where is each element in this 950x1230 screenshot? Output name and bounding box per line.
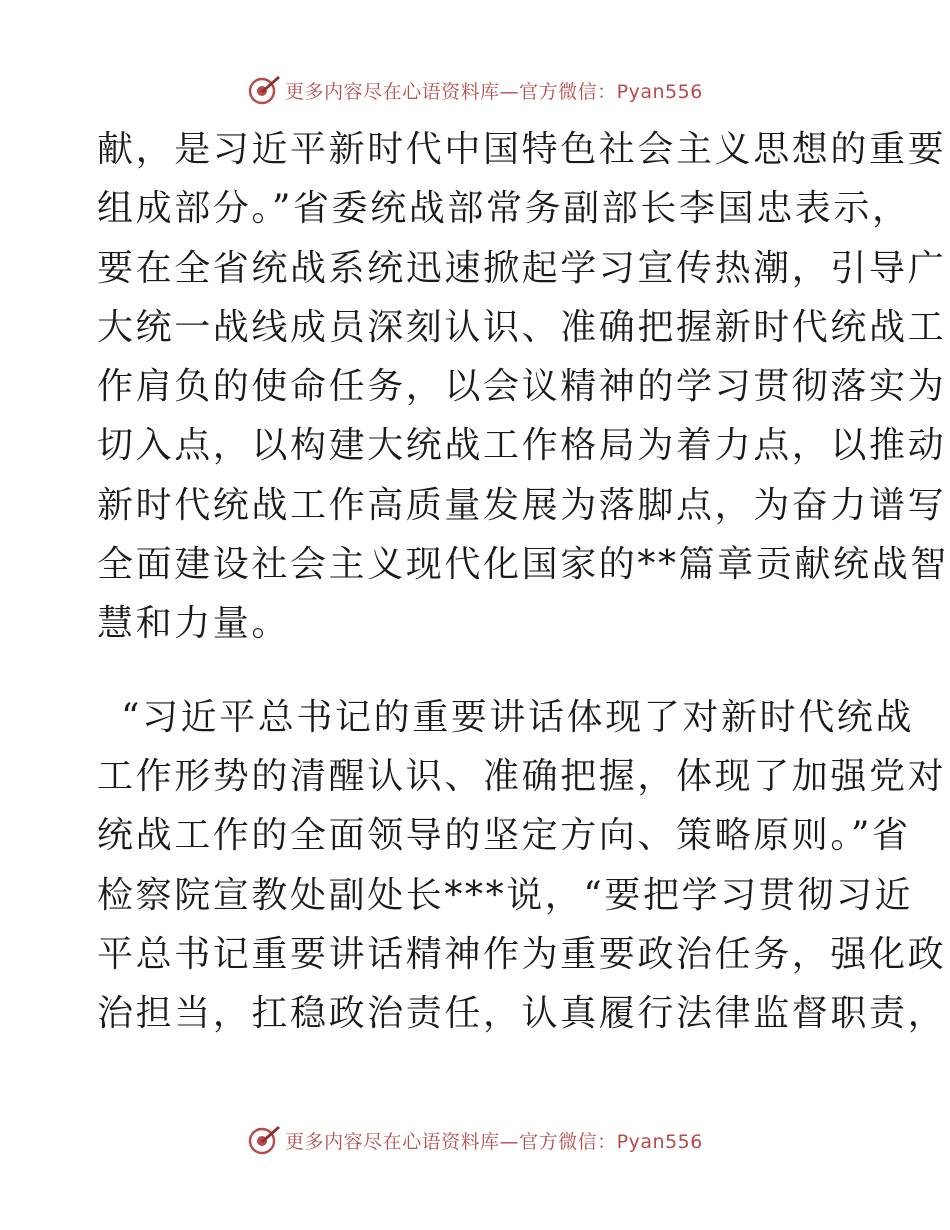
text-line: 要在全省统战系统迅速掀起学习宣传热潮，引导广	[97, 247, 947, 289]
text-line: 组成部分。”省委统战部常务副部长李国忠表示，	[97, 188, 911, 230]
pen-seal-icon	[247, 73, 281, 107]
paragraph-gap	[97, 654, 857, 688]
text-line: 工作形势的清醒认识、准确把握，体现了加强党对	[97, 755, 947, 797]
text-line: 检察院宣教处副处长***说，“要把学习贯彻习近	[97, 874, 914, 916]
document-body	[97, 120, 949, 1043]
text-line: 平总书记重要讲话精神作为重要政治任务，强化政	[97, 933, 947, 975]
text-line: 切入点，以构建大统战工作格局为着力点，以推动	[97, 425, 947, 467]
text-line: “习近平总书记的重要讲话体现了对新时代统战	[121, 696, 915, 738]
text-line: 大统一战线成员深刻认识、准确把握新时代统战工	[97, 306, 947, 348]
text-line: 统战工作的全面领导的坚定方向、策略原则。”省	[97, 815, 911, 857]
paragraph-2	[97, 688, 947, 1044]
text-line: 慧和力量。	[97, 603, 291, 645]
pen-seal-icon	[247, 1123, 281, 1157]
paragraph-1	[97, 120, 949, 654]
text-line: 献，是习近平新时代中国特色社会主义思想的重要	[97, 129, 947, 170]
watermark-text: 更多内容尽在心语资料库—官方微信：Pyan556	[285, 1130, 703, 1153]
watermark-text: 更多内容尽在心语资料库—官方微信：Pyan556	[285, 80, 703, 103]
header-watermark	[0, 70, 950, 110]
footer-watermark	[0, 1120, 950, 1160]
text-line: 全面建设社会主义现代化国家的**篇章贡献统战智	[97, 544, 949, 586]
text-line: 新时代统战工作高质量发展为落脚点，为奋力谱写	[97, 484, 947, 526]
text-line: 作肩负的使命任务，以会议精神的学习贯彻落实为	[97, 366, 947, 408]
text-line: 治担当，扛稳政治责任，认真履行法律监督职责，	[97, 993, 947, 1035]
